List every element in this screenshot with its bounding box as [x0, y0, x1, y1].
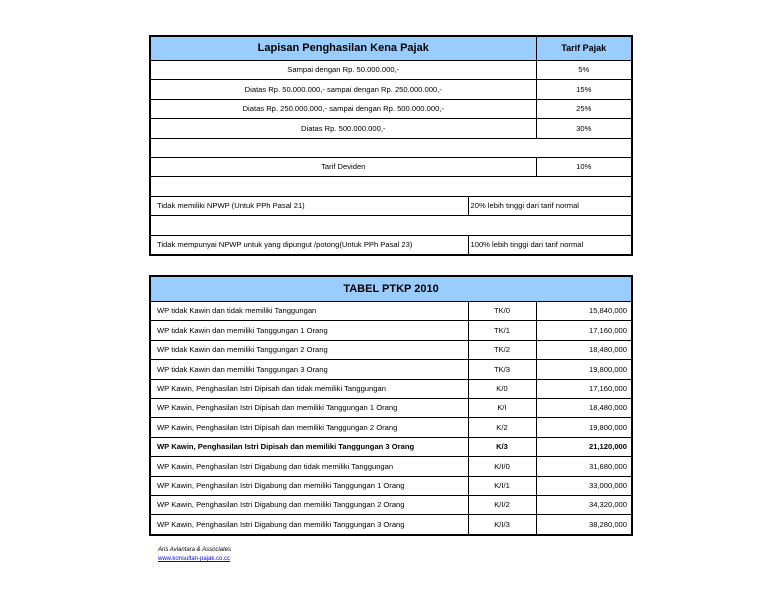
ptkp-code: TK/2 — [468, 340, 536, 359]
table-row — [150, 515, 632, 535]
table-row — [150, 437, 632, 456]
tax-table-header — [150, 36, 632, 61]
table-row — [150, 360, 632, 379]
bracket-label: Diatas Rp. 50.000.000,- sampai dengan Rp. 250.000.000,- — [150, 80, 536, 99]
empty-row — [150, 138, 632, 157]
ptkp-desc: WP Kawin, Penghasilan Istri Digabung dan memiliki Tanggungan 1 Orang — [150, 476, 468, 495]
table-row — [150, 457, 632, 476]
bracket-rate: 15% — [536, 80, 632, 99]
table-row — [150, 418, 632, 437]
header-tax-rate: Tarif Pajak — [536, 36, 632, 61]
npwp-pph21-note: 20% lebih tinggi dari tarif normal — [468, 196, 632, 215]
ptkp-desc: WP Kawin, Penghasilan Istri Digabung dan memiliki Tanggungan 3 Orang — [150, 515, 468, 535]
bracket-label: Diatas Rp. 500.000.000,- — [150, 119, 536, 138]
bracket-rate: 25% — [536, 99, 632, 118]
ptkp-code: K/0 — [468, 379, 536, 398]
dividend-rate: 10% — [536, 157, 632, 176]
ptkp-desc: WP Kawin, Penghasilan Istri Dipisah dan memiliki Tanggungan 2 Orang — [150, 418, 468, 437]
table-row — [150, 61, 632, 80]
bracket-label: Sampai dengan Rp. 50.000.000,- — [150, 61, 536, 80]
ptkp-table-header — [150, 276, 632, 302]
table-row — [150, 379, 632, 398]
ptkp-code: K/I/3 — [468, 515, 536, 535]
ptkp-code: TK/1 — [468, 321, 536, 340]
npwp-pph23-label: Tidak mempunyai NPWP untuk yang dipungut /potong(Untuk PPh Pasal 23) — [150, 235, 468, 255]
footer-link[interactable]: www.konsultan-pajak.co.cc — [158, 556, 231, 562]
ptkp-code: TK/0 — [468, 302, 536, 321]
ptkp-desc: WP Kawin, Penghasilan Istri Dipisah dan memiliki Tanggungan 3 Orang — [150, 437, 468, 456]
dividend-label: Tarif Deviden — [150, 157, 536, 176]
ptkp-rows — [150, 302, 632, 535]
ptkp-desc: WP tidak Kawin dan tidak memiliki Tanggungan — [150, 302, 468, 321]
empty-row — [150, 216, 632, 235]
ptkp-amount: 19,800,000 — [536, 418, 632, 437]
ptkp-amount: 17,160,000 — [536, 379, 632, 398]
ptkp-amount: 18,480,000 — [536, 398, 632, 417]
table-row — [150, 235, 632, 255]
ptkp-code: K/I — [468, 398, 536, 417]
table-row — [150, 398, 632, 417]
ptkp-code: K/I/1 — [468, 476, 536, 495]
table-row — [150, 302, 632, 321]
ptkp-code: K/2 — [468, 418, 536, 437]
table-row — [150, 495, 632, 514]
ptkp-table — [149, 275, 633, 536]
bracket-rate: 5% — [536, 61, 632, 80]
empty-row — [150, 177, 632, 196]
table-row — [150, 119, 632, 138]
npwp-pph23-note: 100% lebih tinggi dari tarif normal — [468, 235, 632, 255]
empty-cell — [150, 177, 632, 196]
table-row — [150, 340, 632, 359]
table-row — [150, 99, 632, 118]
ptkp-amount: 21,120,000 — [536, 437, 632, 456]
footer-company: Aris Aviantara & Associates — [158, 547, 232, 553]
ptkp-code: TK/3 — [468, 360, 536, 379]
table-row — [150, 476, 632, 495]
ptkp-amount: 19,800,000 — [536, 360, 632, 379]
ptkp-code: K/I/0 — [468, 457, 536, 476]
empty-cell — [150, 216, 632, 235]
table-row — [150, 157, 632, 176]
ptkp-desc: WP tidak Kawin dan memiliki Tanggungan 1 Orang — [150, 321, 468, 340]
ptkp-amount: 34,320,000 — [536, 495, 632, 514]
ptkp-amount: 17,160,000 — [536, 321, 632, 340]
table-row — [150, 196, 632, 215]
ptkp-desc: WP Kawin, Penghasilan Istri Dipisah dan tidak memiliki Tanggungan — [150, 379, 468, 398]
ptkp-desc: WP tidak Kawin dan memiliki Tanggungan 3 Orang — [150, 360, 468, 379]
bracket-label: Diatas Rp. 250.000.000,- sampai dengan Rp. 500.000.000,- — [150, 99, 536, 118]
ptkp-desc: WP Kawin, Penghasilan Istri Digabung dan memiliki Tanggungan 2 Orang — [150, 495, 468, 514]
ptkp-desc: WP Kawin, Penghasilan Istri Dipisah dan memiliki Tanggungan 1 Orang — [150, 398, 468, 417]
ptkp-amount: 38,280,000 — [536, 515, 632, 535]
ptkp-amount: 31,680,000 — [536, 457, 632, 476]
ptkp-desc: WP Kawin, Penghasilan Istri Digabung dan tidak memiliki Tanggungan — [150, 457, 468, 476]
table-row — [150, 80, 632, 99]
ptkp-amount: 18,480,000 — [536, 340, 632, 359]
ptkp-code: K/3 — [468, 437, 536, 456]
ptkp-code: K/I/2 — [468, 495, 536, 514]
bracket-rate: 30% — [536, 119, 632, 138]
tax-rate-table — [149, 35, 633, 256]
header-income-bracket: Lapisan Penghasilan Kena Pajak — [150, 36, 536, 61]
empty-cell — [150, 138, 632, 157]
footer — [158, 546, 231, 564]
ptkp-amount: 33,000,000 — [536, 476, 632, 495]
ptkp-title: TABEL PTKP 2010 — [150, 276, 632, 302]
ptkp-amount: 15,840,000 — [536, 302, 632, 321]
ptkp-desc: WP tidak Kawin dan memiliki Tanggungan 2 Orang — [150, 340, 468, 359]
table-row — [150, 321, 632, 340]
npwp-pph21-label: Tidak memiliki NPWP (Untuk PPh Pasal 21) — [150, 196, 468, 215]
